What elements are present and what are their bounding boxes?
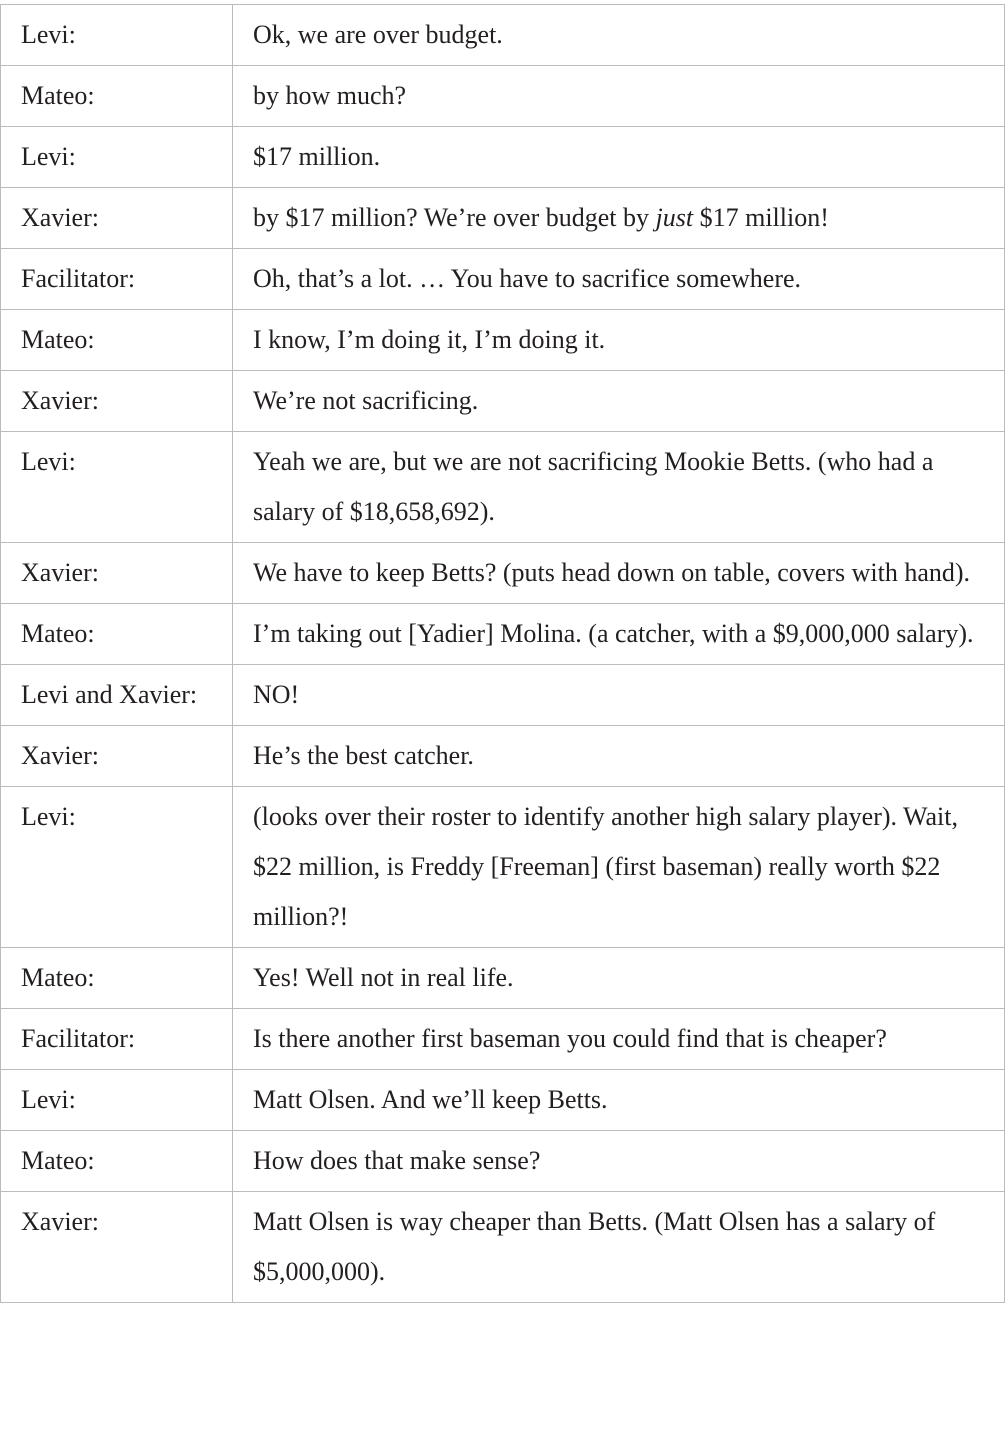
speaker-cell: Facilitator: [1,249,233,310]
speaker-cell: Levi and Xavier: [1,665,233,726]
table-row [1,1070,1005,1131]
speaker-cell: Levi: [1,787,233,948]
dialogue-cell: Is there another first baseman you could find that is cheaper? [233,1009,1005,1070]
speaker-cell: Xavier: [1,1192,233,1303]
transcript-table [0,4,1005,1303]
speaker-cell: Xavier: [1,543,233,604]
speaker-cell: Levi: [1,5,233,66]
dialogue-cell: Matt Olsen is way cheaper than Betts. (Matt Olsen has a salary of $5,000,000). [233,1192,1005,1303]
speaker-cell: Mateo: [1,310,233,371]
speaker-cell: Mateo: [1,66,233,127]
dialogue-text: $17 million! [693,203,829,232]
speaker-cell: Levi: [1,1070,233,1131]
table-row [1,127,1005,188]
table-row [1,249,1005,310]
table-row [1,726,1005,787]
dialogue-cell: by how much? [233,66,1005,127]
speaker-cell: Levi: [1,127,233,188]
dialogue-cell: $17 million. [233,127,1005,188]
speaker-cell: Xavier: [1,371,233,432]
table-row [1,1131,1005,1192]
dialogue-cell: He’s the best catcher. [233,726,1005,787]
table-row [1,604,1005,665]
dialogue-cell: Yes! Well not in real life. [233,948,1005,1009]
table-row [1,787,1005,948]
table-row [1,188,1005,249]
dialogue-cell: Yeah we are, but we are not sacrificing Mookie Betts. (who had a salary of $18,658,692). [233,432,1005,543]
dialogue-cell: We’re not sacrificing. [233,371,1005,432]
table-row [1,66,1005,127]
dialogue-text: by $17 million? We’re over budget by [253,203,656,232]
table-row [1,1192,1005,1303]
dialogue-cell: I’m taking out [Yadier] Molina. (a catcher, with a $9,000,000 salary). [233,604,1005,665]
dialogue-cell: We have to keep Betts? (puts head down on table, covers with hand). [233,543,1005,604]
table-row [1,5,1005,66]
speaker-cell: Facilitator: [1,1009,233,1070]
dialogue-cell: I know, I’m doing it, I’m doing it. [233,310,1005,371]
speaker-cell: Levi: [1,432,233,543]
dialogue-emphasis: just [655,203,694,232]
dialogue-cell: Oh, that’s a lot. … You have to sacrifice somewhere. [233,249,1005,310]
speaker-cell: Mateo: [1,1131,233,1192]
speaker-cell: Mateo: [1,948,233,1009]
table-row [1,432,1005,543]
speaker-cell: Xavier: [1,726,233,787]
dialogue-cell: NO! [233,665,1005,726]
dialogue-cell: Ok, we are over budget. [233,5,1005,66]
speaker-cell: Mateo: [1,604,233,665]
table-row [1,1009,1005,1070]
dialogue-cell [233,188,1005,249]
dialogue-cell: (looks over their roster to identify another high salary player). Wait, $22 million, is Freddy [Freeman] (first baseman) really worth $22 million?! [233,787,1005,948]
dialogue-cell: How does that make sense? [233,1131,1005,1192]
speaker-cell: Xavier: [1,188,233,249]
table-row [1,371,1005,432]
dialogue-cell: Matt Olsen. And we’ll keep Betts. [233,1070,1005,1131]
table-row [1,665,1005,726]
table-row [1,310,1005,371]
table-row [1,543,1005,604]
table-row [1,948,1005,1009]
